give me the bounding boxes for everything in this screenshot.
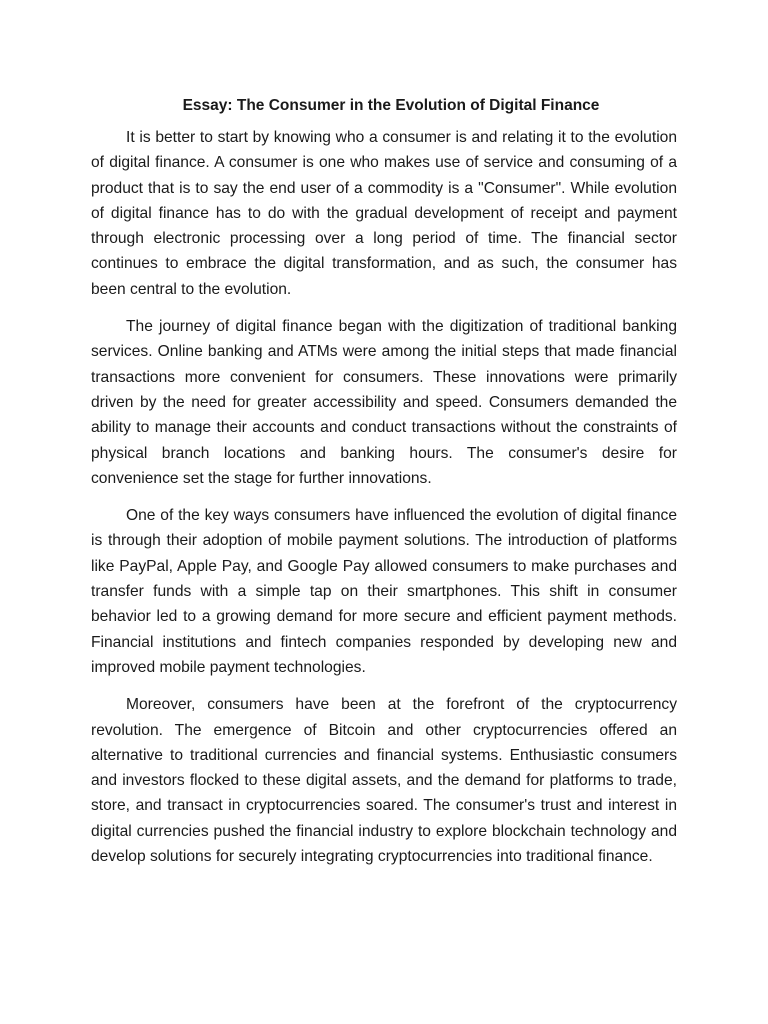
paragraph-2: The journey of digital finance began with the digitization of traditional banking services. Online banking and ATMs were among the initial steps that made financial transactions more convenient for consumers. These innovations were primarily driven by the need for greater accessibility and speed. Consumers demanded the ability to manage their accounts and conduct transactions without the constraints of physical branch locations and banking hours. The consumer's desire for convenience set the stage for further innovations. xyxy=(91,318,677,487)
essay-title: Essay: The Consumer in the Evolution of Digital Finance xyxy=(182,97,600,114)
document-body xyxy=(91,93,677,881)
paragraph-4: Moreover, consumers have been at the forefront of the cryptocurrency revolution. The emergence of Bitcoin and other cryptocurrencies offered an alternative to traditional currencies and financial systems. Enthusiastic consumers and investors flocked to these digital assets, and the demand for platforms to trade, store, and transact in cryptocurrencies soared. The consumer's trust and interest in digital currencies pushed the financial industry to explore blockchain technology and develop solutions for securely integrating cryptocurrencies into traditional finance. xyxy=(91,696,677,866)
paragraph-1: It is better to start by knowing who a consumer is and relating it to the evolution of digital finance. A consumer is one who makes use of service and consuming of a product that is to say the end user of a commodity is a "Consumer". While evolution of digital finance has to do with the gradual development of receipt and payment through electronic processing over a long period of time. The financial sector continues to embrace the digital transformation, and as such, the consumer has been central to the evolution. xyxy=(91,129,677,298)
paragraph-3: One of the key ways consumers have influenced the evolution of digital finance is through their adoption of mobile payment solutions. The introduction of platforms like PayPal, Apple Pay, and Google Pay allowed consumers to make purchases and transfer funds with a simple tap on their smartphones. This shift in consumer behavior led to a growing demand for more secure and efficient payment methods. Financial institutions and fintech companies responded by developing new and improved mobile payment technologies. xyxy=(91,507,677,676)
